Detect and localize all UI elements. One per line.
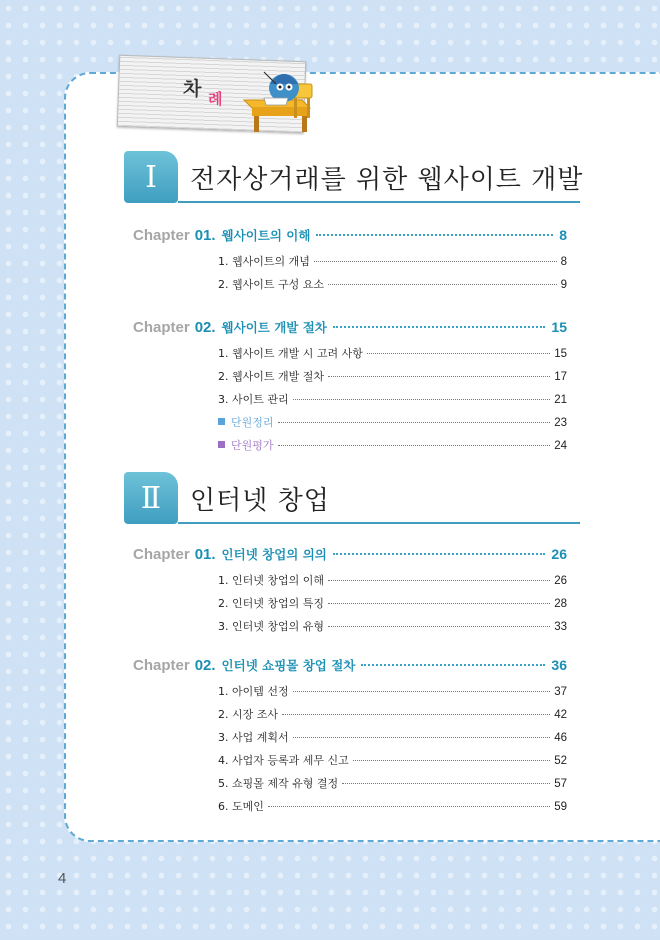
- chapter-word: Chapter: [133, 227, 190, 244]
- dot-leader: [367, 353, 550, 354]
- toc-item[interactable]: [218, 752, 567, 770]
- toc-item-label: 1. 웹사이트의 개념: [218, 255, 310, 268]
- toc-item-label: 6. 도메인: [218, 800, 264, 813]
- toc-item[interactable]: [218, 572, 567, 590]
- chapter-number: 01.: [194, 546, 216, 563]
- toc-item-page: 42: [554, 709, 567, 721]
- page-number: 4: [58, 870, 67, 887]
- toc-item-page: 59: [554, 801, 567, 813]
- toc-item[interactable]: [218, 414, 567, 432]
- dot-leader: [328, 626, 550, 627]
- dot-leader: [278, 445, 551, 446]
- toc-item[interactable]: [218, 437, 567, 455]
- dot-leader: [293, 399, 551, 400]
- toc-item[interactable]: [218, 729, 567, 747]
- part-underline: [178, 201, 580, 203]
- chapter-page-number: 36: [551, 657, 567, 673]
- chapter-entry[interactable]: [133, 226, 567, 248]
- part-title: 전자상거래를 위한 웹사이트 개발: [190, 165, 584, 195]
- toc-item-label: 2. 웹사이트 개발 절차: [218, 370, 324, 383]
- toc-item-page: 52: [554, 755, 567, 767]
- dot-leader: [353, 760, 550, 761]
- toc-item[interactable]: [218, 368, 567, 386]
- toc-item-page: 28: [554, 598, 567, 610]
- toc-item[interactable]: [218, 618, 567, 636]
- dot-leader: [268, 806, 550, 807]
- toc-item-page: 8: [560, 256, 567, 268]
- dot-leader: [333, 326, 546, 328]
- toc-item-label: 3. 사이트 관리: [218, 393, 289, 406]
- dot-leader: [333, 553, 546, 555]
- toc-item-page: 9: [560, 279, 567, 291]
- chapter-title: 인터넷 창업의 의의: [221, 547, 327, 562]
- toc-item[interactable]: [218, 276, 567, 294]
- chapter-number: 01.: [194, 227, 216, 244]
- toc-item-page: 15: [554, 348, 567, 360]
- dot-leader: [316, 234, 553, 236]
- toc-item[interactable]: [218, 798, 567, 816]
- chapter-number: 02.: [194, 657, 216, 674]
- dot-leader: [361, 664, 545, 666]
- toc-item[interactable]: [218, 345, 567, 363]
- part-underline: [178, 522, 580, 524]
- toc-item-page: 33: [554, 621, 567, 633]
- toc-item-page: 21: [554, 394, 567, 406]
- toc-item-page: 23: [554, 417, 567, 429]
- toc-item[interactable]: [218, 595, 567, 613]
- dot-leader: [278, 422, 551, 423]
- dot-leader: [282, 714, 550, 715]
- toc-item-label: 단원평가: [231, 439, 274, 452]
- dot-leader: [314, 261, 557, 262]
- toc-item[interactable]: [218, 253, 567, 271]
- toc-item-label: 1. 인터넷 창업의 이해: [218, 574, 324, 587]
- dot-leader: [328, 284, 557, 285]
- toc-item-label: 2. 시장 조사: [218, 708, 278, 721]
- chapter-entry[interactable]: [133, 318, 567, 340]
- chapter-title: 웹사이트의 이해: [221, 228, 311, 243]
- toc-item-label: 단원정리: [231, 416, 274, 429]
- chapter-page-number: 8: [559, 227, 567, 243]
- chapter-title: 웹사이트 개발 절차: [221, 320, 327, 335]
- chapter-number: 02.: [194, 319, 216, 336]
- chapter-entry[interactable]: [133, 656, 567, 678]
- toc-item-page: 26: [554, 575, 567, 587]
- toc-item-label: 1. 웹사이트 개발 시 고려 사항: [218, 347, 363, 360]
- toc-item[interactable]: [218, 775, 567, 793]
- toc-item-label: 4. 사업자 등록과 세무 신고: [218, 754, 349, 767]
- dot-leader: [328, 603, 550, 604]
- mascot-at-desk-illustration: [240, 62, 320, 134]
- toc-item[interactable]: [218, 706, 567, 724]
- chapter-word: Chapter: [133, 319, 190, 336]
- square-marker-icon: [218, 441, 225, 448]
- toc-item-label: 1. 아이템 선정: [218, 685, 289, 698]
- toc-item-label: 2. 웹사이트 구성 요소: [218, 278, 324, 291]
- toc-item-page: 46: [554, 732, 567, 744]
- dot-leader: [328, 376, 550, 377]
- dot-leader: [328, 580, 550, 581]
- contents-title-char1: 차: [183, 78, 202, 100]
- toc-item-page: 17: [554, 371, 567, 383]
- square-marker-icon: [218, 418, 225, 425]
- toc-item-label: 2. 인터넷 창업의 특징: [218, 597, 324, 610]
- toc-item[interactable]: [218, 683, 567, 701]
- dot-leader: [293, 737, 551, 738]
- chapter-page-number: 15: [551, 319, 567, 335]
- chapter-word: Chapter: [133, 546, 190, 563]
- part-numeral-badge: Ⅱ: [124, 472, 178, 524]
- part-title: 인터넷 창업: [190, 486, 330, 516]
- dot-leader: [342, 783, 550, 784]
- part-numeral-badge: Ⅰ: [124, 151, 178, 203]
- toc-item-page: 24: [554, 440, 567, 452]
- chapter-entry[interactable]: [133, 545, 567, 567]
- dot-leader: [293, 691, 551, 692]
- chapter-title: 인터넷 쇼핑몰 창업 절차: [221, 658, 356, 673]
- chapter-word: Chapter: [133, 657, 190, 674]
- contents-title-char2: 례: [208, 90, 223, 108]
- toc-item-page: 37: [554, 686, 567, 698]
- toc-item-label: 3. 인터넷 창업의 유형: [218, 620, 324, 633]
- toc-item-page: 57: [554, 778, 567, 790]
- part-heading: [124, 472, 580, 524]
- part-heading: [124, 151, 584, 203]
- chapter-page-number: 26: [551, 546, 567, 562]
- toc-item-label: 3. 사업 계획서: [218, 731, 289, 744]
- toc-item-label: 5. 쇼핑몰 제작 유형 결정: [218, 777, 339, 790]
- toc-item[interactable]: [218, 391, 567, 409]
